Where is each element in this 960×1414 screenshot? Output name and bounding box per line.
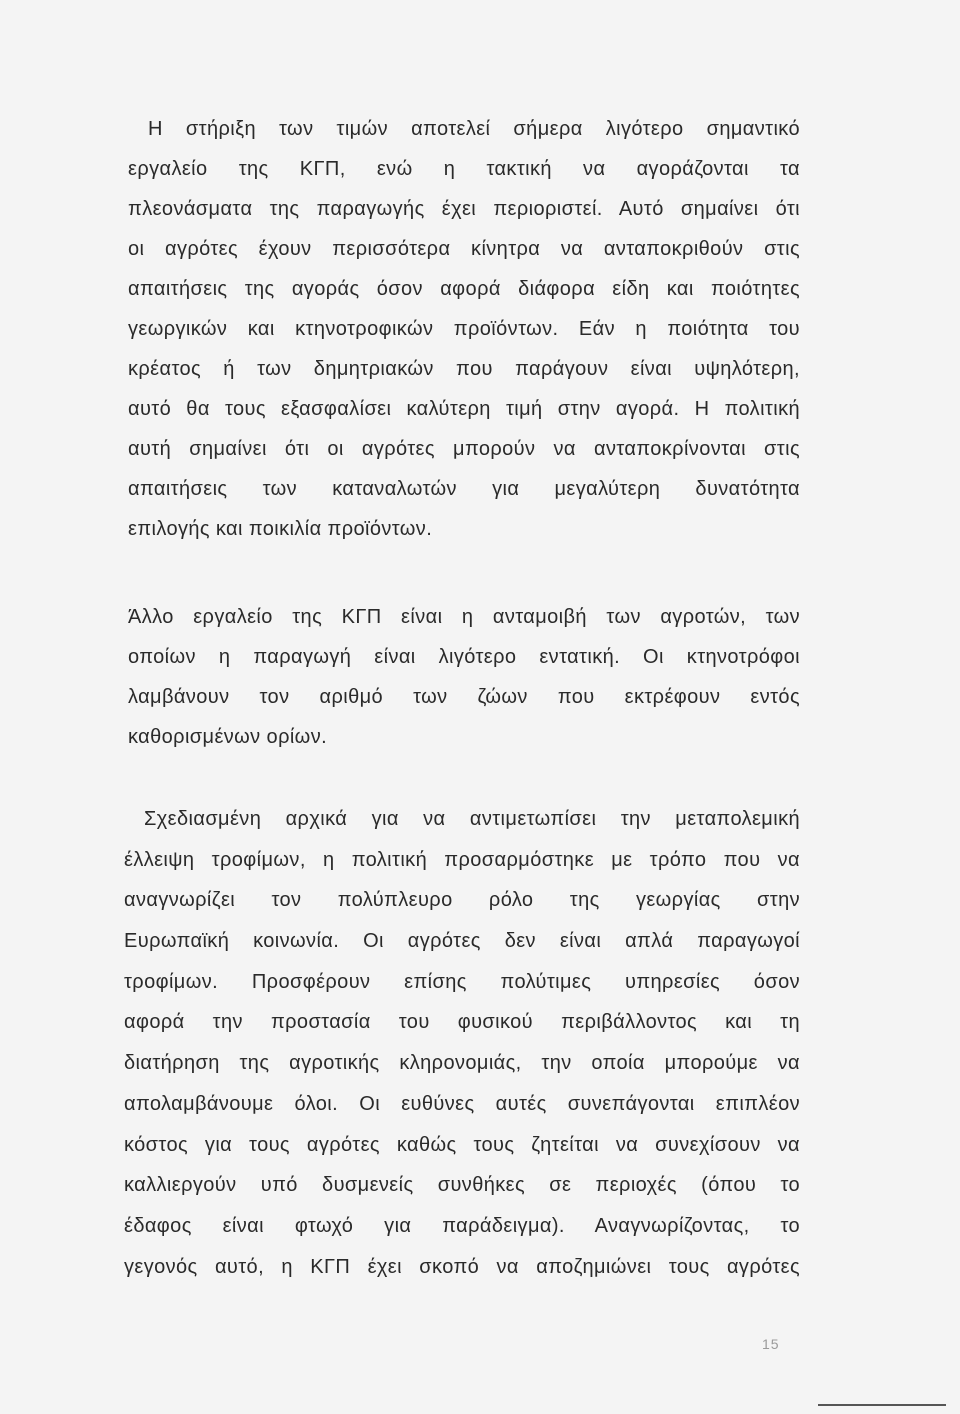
paragraph-line: πλεονάσματα της παραγωγής έχει περιοριστεί. Αυτό σημαίνει ότι <box>128 198 800 220</box>
paragraph-policy-design <box>124 799 800 1287</box>
paragraph-line: απαιτήσεις των καταναλωτών για μεγαλύτερη δυνατότητα <box>128 478 800 500</box>
paragraph-line: κρέατος ή των δημητριακών που παράγουν είναι υψηλότερη, <box>128 358 800 380</box>
paragraph-line: οποίων η παραγωγή είναι λιγότερο εντατική. Οι κτηνοτρόφοι <box>128 646 800 668</box>
paragraph-line: επιλογής και ποικιλία προϊόντων. <box>128 518 433 540</box>
paragraph-line: γεωργικών και κτηνοτροφικών προϊόντων. Εάν η ποιότητα του <box>128 318 800 340</box>
paragraph-line: γεγονός αυτό, η ΚΓΠ έχει σκοπό να αποζημιώνει τους αγρότες <box>124 1255 800 1278</box>
paragraph-line: αυτό θα τους εξασφαλίσει καλύτερη τιμή στην αγορά. Η πολιτική <box>128 398 800 420</box>
paragraph-line: Άλλο εργαλείο της ΚΓΠ είναι η ανταμοιβή των αγροτών, των <box>128 606 800 628</box>
paragraph-line: αναγνωρίζει τον πολύπλευρο ρόλο της γεωργίας στην <box>124 889 800 912</box>
paragraph-line: Σχεδιασμένη αρχικά για να αντιμετωπίσει την μεταπολεμική <box>144 808 800 830</box>
bottom-rule <box>818 1404 946 1406</box>
paragraph-price-support <box>128 109 800 549</box>
paragraph-line: λαμβάνουν τον αριθμό των ζώων που εκτρέφουν εντός <box>128 686 800 708</box>
paragraph-farmer-reward <box>128 597 800 757</box>
paragraph-line: τροφίμων. Προσφέρουν επίσης πολύτιμες υπηρεσίες όσον <box>124 970 800 993</box>
paragraph-line: έλλειψη τροφίμων, η πολιτική προσαρμόστηκε με τρόπο που να <box>124 848 800 871</box>
paragraph-line: οι αγρότες έχουν περισσότερα κίνητρα να ανταποκριθούν στις <box>128 238 800 260</box>
paragraph-line: καλλιεργούν υπό δυσμενείς συνθήκες σε περιοχές (όπου το <box>124 1174 800 1197</box>
page-number: 15 <box>762 1336 780 1352</box>
paragraph-line: απολαμβάνουμε όλοι. Οι ευθύνες αυτές συνεπάγονται επιπλέον <box>124 1092 800 1115</box>
paragraph-line: διατήρηση της αγροτικής κληρονομιάς, την οποία μπορούμε να <box>124 1052 800 1075</box>
paragraph-line: κόστος για τους αγρότες καθώς τους ζητείται να συνεχίσουν να <box>124 1133 800 1156</box>
paragraph-line: καθορισμένων ορίων. <box>128 726 328 748</box>
paragraph-line: εργαλείο της ΚΓΠ, ενώ η τακτική να αγοράζονται τα <box>128 158 800 180</box>
paragraph-line: Ευρωπαϊκή κοινωνία. Οι αγρότες δεν είναι απλά παραγωγοί <box>124 930 800 953</box>
paragraph-line: αφορά την προστασία του φυσικού περιβάλλοντος και τη <box>124 1011 800 1034</box>
paragraph-line: έδαφος είναι φτωχό για παράδειγμα). Αναγνωρίζοντας, το <box>124 1214 800 1237</box>
paragraph-line: απαιτήσεις της αγοράς όσον αφορά διάφορα είδη και ποιότητες <box>128 278 800 300</box>
paragraph-line: αυτή σημαίνει ότι οι αγρότες μπορούν να ανταποκρίνονται στις <box>128 438 800 460</box>
paragraph-line: Η στήριξη των τιμών αποτελεί σήμερα λιγότερο σημαντικό <box>148 118 800 140</box>
